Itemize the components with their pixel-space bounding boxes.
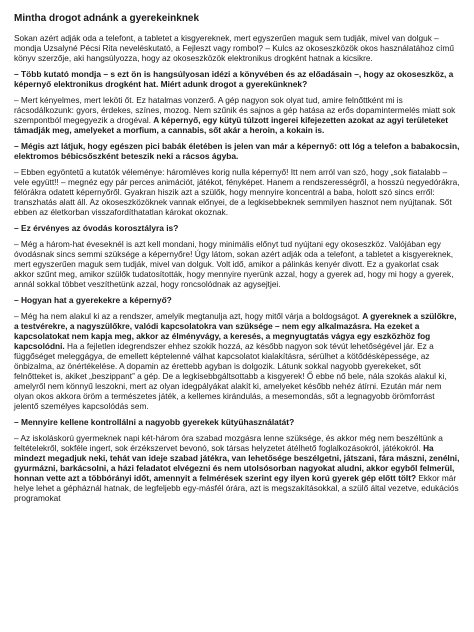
interview-question bbox=[14, 141, 460, 161]
emphasized-text: A képernyő, egy kütyü túlzott ingerei kifejezetten azokat az agyi területeket támadják meg, amelyeket a morfium, a cannabis, sőt akár a heroin, a kokain is. bbox=[14, 115, 449, 135]
paragraph-text: – Még ha nem alakul ki az a rendszer, amelyik megtanulja azt, hogy mitől várja a boldogságot. bbox=[14, 311, 363, 321]
paragraph-text: Ha a fejletlen idegrendszer ehhez szokik hozzá, az később nagyon sok tévút lehetőségével jár. Ez a függőséget meleggágya, de emellett képtelenné válhat kapcsolatot kialakításra, sérülhet a kötődésképessége, az önbizalma, az önértékelése. A dopamin az érettebb agyban is dolgozik. Látunk sokkal nagyobb gyerekeket, sőt felnőtteket is, akiket „beszippant” a gép. De a legkisebbgáltsottabb a kisgyerek! Ő ebbe nő bele, nála szokás alakul ki, amelyről nem könnyű leszokni, mert az olyan idegpályákat alakít ki, amelyeket később nehéz átírni. Ezután már nem olyan okos akkora öröm a természetes játék, a kellemes kirándulás, a mesemondás, sőt a legnagyobb örömforrást jelentő személyes kapcsolódás sem. bbox=[14, 341, 447, 411]
interview-paragraph bbox=[14, 167, 460, 217]
emphasized-text: – Ez érvényes az óvodás korosztályra is? bbox=[14, 223, 179, 233]
interview-question bbox=[14, 69, 460, 89]
interview-paragraph bbox=[14, 33, 460, 63]
article-body bbox=[14, 33, 460, 503]
interview-paragraph bbox=[14, 95, 460, 135]
emphasized-text: Ha mindezt megadjuk neki, tehát van ideje szabad játékra, van lehetősége beszélgetni, játszani, fára mászni, zenélni, gyurmázni, barkácsolni, a házi feladatot elvégezni és nem utolsósorban nagyokat aludni, akkor egyből felmerül, honnan vette azt a többórányi időt, amennyit a felmérések szerint egy ilyen korú gyerek gép előtt tölt? bbox=[14, 443, 460, 483]
paragraph-text: – Még a három-hat éveseknél is azt kell mondani, hogy minimális előnyt tud nyújtani egy okoseszköz. Valójában egy óvodásnak sincs semmi szüksége a képernyőre! Úgy látom, sokan azért adják oda a telefont, a tabletet a kisgyereknek, mert egyszerűen maguk sem tudják, mivel van dolguk. Volt idő, amikor a pálinkás kenyér divott. Ez a gyakorlat csak akkor szűnt meg, amikor szülők tudatosították, hogy mennyire nyerünk azzal, hogy a gyerek ad, hogy mi hogy a gyerek, annál sokkal többet veszíthetünk azzal, hogy roncsolódnak az agysejtjei. bbox=[14, 239, 454, 289]
paragraph-text: Sokan azért adják oda a telefont, a tabletet a kisgyereknek, mert egyszerűen maguk sem tudják, mivel van dolguk – mondja Uzsalyné Pécsi Rita neveléskutató, a Fejleszt vagy rombol? – Kulcs az okoseszközök okos használatához című könyv szerzője, aki hangsúlyozza, hogy az okoseszközök elektronikus drogként hatnak a kicsikre. bbox=[14, 33, 454, 63]
emphasized-text: – Hogyan hat a gyerekekre a képernyő? bbox=[14, 295, 172, 305]
interview-paragraph bbox=[14, 433, 460, 503]
interview-paragraph bbox=[14, 311, 460, 411]
emphasized-text: – Több kutató mondja – s ezt ön is hangsúlyosan idézi a könyvében és az előadásain –, hogy az okoseszköz, a képernyő elektronikus drogként hat. Miért adunk drogot a gyerekünknek? bbox=[14, 69, 454, 89]
paragraph-text: – Ebben egyöntetű a kutatók véleménye: háromléves korig nulla képernyő! Itt nem arról van szó, hogy „sok fiatalabb – vele együtt!! – megnéz egy pár perces animációt, játékot, fényképet. Hanem a rendszerességről, a hosszú negyedórákra, félórákra odatett képernyőről. Gyakran hiszik azt a szülők, hogy mennyire koncentrál a baba, holott szó sincs erről: transzhatás alatt áll. Az okoseszközöknek vannak előnyei, de a legkisebbeknek semmilyen hasznot nem nyújtanak. Sőt ebben az életkorban visszafordíthatatlan károkat okoznak. bbox=[14, 167, 460, 217]
interview-question bbox=[14, 417, 460, 427]
emphasized-text: – Mégis azt látjuk, hogy egészen pici babák életében is jelen van már a képernyő: ott lóg a telefon a babakocsin, elektromos bébicsőszként beteszik neki a rácsos ágyba. bbox=[14, 141, 460, 161]
emphasized-text: A gyereknek a szülőkre, a testvérekre, a nagyszülőkre, valódi kapcsolatokra van szüksége – nem egy alkalmazásra. Ha ezeket a kapcsolatokat nem kapja meg, akkor az élményvágy, a keresés, a megnyugtatás vágya egy eszközhöz fog kapcsolódni. bbox=[14, 311, 457, 351]
article-title: Mintha drogot adnánk a gyerekeinknek bbox=[14, 13, 200, 24]
interview-question bbox=[14, 295, 460, 305]
paragraph-text: – Mert kényelmes, mert leköti őt. Ez hatalmas vonzerő. A gép nagyon sok olyat tud, amire felnőttként mi is rácsodálkozunk: gyors, érdekes, színes, mozog. Nem szűnik és sajnos a gép hatása az erős dopamintermelés miatt sok szempontból megegyezik a drogéval. bbox=[14, 95, 456, 125]
paragraph-text: Ekkor már helye lehet a gépháznál hatnak, de legfeljebb egy-másfél órára, azt is megszakításokkal, a szülő által vezetve, edukációs programokat bbox=[14, 473, 459, 503]
interview-paragraph bbox=[14, 239, 460, 289]
emphasized-text: – Mennyire kellene kontrollálni a nagyobb gyerekek kütyühasználatát? bbox=[14, 417, 295, 427]
paragraph-text: – Az iskoláskorú gyermeknek napi két-három óra szabad mozgásra lenne szüksége, és akkor még nem beszéltünk a feltételekről, sokféle ingert, sok érzékszervet bevonó, sok társas helyzetet átélhető foglalkozásokról, játékokról. bbox=[14, 433, 443, 453]
interview-question bbox=[14, 223, 460, 233]
